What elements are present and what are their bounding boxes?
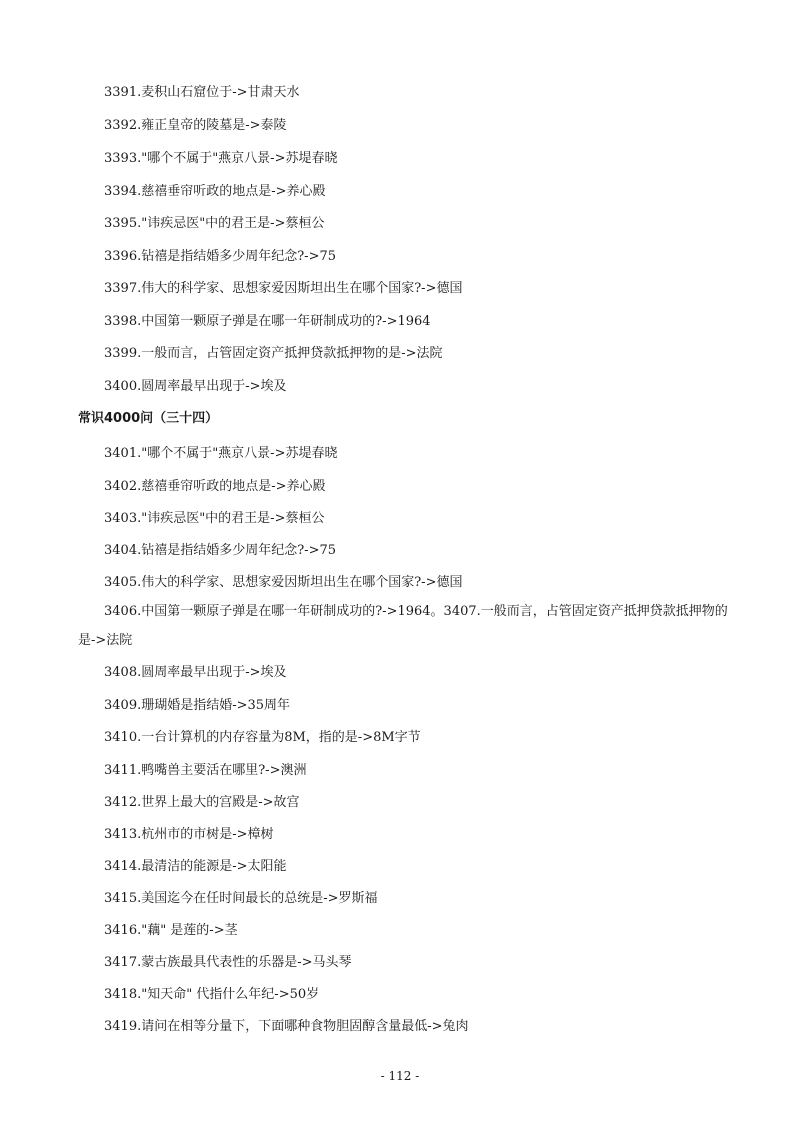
qa-line: 3403."讳疾忌医"中的君王是->蔡桓公: [104, 511, 325, 526]
qa-line: 3401."哪个不属于"燕京八景->苏堤春晓: [104, 446, 338, 461]
qa-line-continuation: 是->法院: [78, 633, 133, 648]
qa-line: 3399.一般而言，占管固定资产抵押贷款抵押物的是->法院: [104, 346, 443, 361]
section-heading: 常识4000问（三十四）: [78, 411, 219, 426]
qa-line: 3417.蒙古族最具代表性的乐器是->马头琴: [104, 955, 352, 970]
qa-line: 3413.杭州市的市树是->樟树: [104, 827, 274, 842]
qa-line: 3411.鸭嘴兽主要活在哪里?->澳洲: [104, 763, 307, 778]
qa-line: 3408.圆周率最早出现于->埃及: [104, 665, 287, 680]
qa-line: 3398.中国第一颗原子弹是在哪一年研制成功的?->1964: [104, 314, 431, 329]
qa-line: 3410.一台计算机的内存容量为8M，指的是->8M字节: [104, 730, 421, 745]
qa-line: 3412.世界上最大的宫殿是->故宫: [104, 795, 300, 810]
qa-line: 3414.最清洁的能源是->太阳能: [104, 859, 287, 874]
qa-line: 3396.钻禧是指结婚多少周年纪念?->75: [104, 249, 337, 264]
qa-line: 3402.慈禧垂帘听政的地点是->养心殿: [104, 479, 326, 494]
qa-line: 3419.请问在相等分量下，下面哪种食物胆固醇含量最低->兔肉: [104, 1019, 469, 1034]
qa-line: 3409.珊瑚婚是指结婚->35周年: [104, 698, 291, 713]
page-number: - 112 -: [380, 1069, 420, 1083]
qa-line: 3415.美国迄今在任时间最长的总统是->罗斯福: [104, 891, 378, 906]
qa-line: 3395."讳疾忌医"中的君王是->蔡桓公: [104, 216, 325, 231]
qa-line: 3418."知天命" 代指什么年纪->50岁: [104, 987, 320, 1002]
qa-line: 3397.伟大的科学家、思想家爱因斯坦出生在哪个国家?->德国: [104, 281, 463, 296]
qa-line: 3393."哪个不属于"燕京八景->苏堤春晓: [104, 151, 338, 166]
qa-line: 3394.慈禧垂帘听政的地点是->养心殿: [104, 184, 326, 199]
qa-line: 3406.中国第一颗原子弹是在哪一年研制成功的?->1964。3407.一般而言，占管固定资产抵押贷款抵押物的: [104, 604, 728, 619]
qa-line: 3404.钻禧是指结婚多少周年纪念?->75: [104, 543, 337, 558]
qa-line: 3405.伟大的科学家、思想家爱因斯坦出生在哪个国家?->德国: [104, 575, 463, 590]
qa-line: 3392.雍正皇帝的陵墓是->泰陵: [104, 118, 287, 133]
qa-line: 3391.麦积山石窟位于->甘肃天水: [104, 85, 300, 100]
qa-line: 3416."藕" 是莲的->茎: [104, 923, 238, 938]
qa-line: 3400.圆周率最早出现于->埃及: [104, 379, 287, 394]
